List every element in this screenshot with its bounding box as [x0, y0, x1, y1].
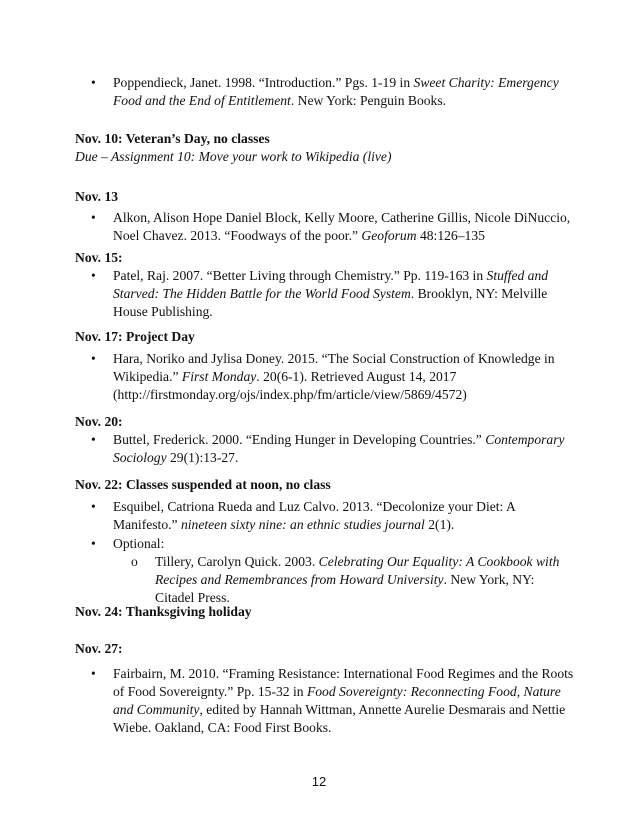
citation-text: , edited by Hannah Wittman, Annette Aurelie Desmarais and Nettie Wiebe. Oakland, CA: Food First Books.	[113, 702, 566, 735]
bullet-icon: •	[91, 432, 96, 447]
section-heading: Nov. 20:	[75, 414, 123, 429]
list-item	[75, 74, 575, 110]
sub-bullet-icon: o	[131, 554, 138, 569]
list-item	[75, 431, 575, 467]
section-nov-22	[75, 476, 575, 607]
citation-text: . 20(6-1). Retrieved August 14, 2017 (http://firstmonday.org/ojs/index.php/fm/article/view/5869/4572)	[113, 369, 467, 402]
section-nov-20	[75, 413, 575, 467]
list-item	[75, 350, 575, 404]
bullet-icon: •	[91, 351, 96, 366]
citation-title: Sweet Charity: Emergency Food and the End of Entitlement	[113, 75, 559, 108]
section-heading: Nov. 17: Project Day	[75, 329, 195, 344]
citation-title: Geoforum	[361, 228, 417, 243]
citation-text: Patel, Raj. 2007. “Better Living through Chemistry.” Pp. 119-163 in	[113, 268, 487, 283]
citation-title: Stuffed and Starved: The Hidden Battle for the World Food System	[113, 268, 549, 301]
bullet-icon: •	[91, 666, 96, 681]
bullet-icon: •	[91, 210, 96, 225]
citation-text: Tillery, Carolyn Quick. 2003.	[155, 554, 319, 569]
section-nov-17	[75, 328, 575, 404]
citation-text: . New York: Penguin Books.	[290, 93, 447, 108]
citation-text: Esquibel, Catriona Rueda and Luz Calvo. 2013. “Decolonize your Diet: A Manifesto.”	[113, 499, 516, 532]
citation-text: Fairbairn, M. 2010. “Framing Resistance: International Food Regimes and the Roots of Food Sovereignty.” Pp. 15-32 in	[113, 666, 574, 699]
optional-label: Optional:	[113, 536, 165, 551]
section-heading: Nov. 13	[75, 189, 119, 204]
section-nov-24	[75, 603, 575, 621]
section-nov-10	[75, 130, 575, 166]
assignment-due: Due – Assignment 10: Move your work to Wikipedia (live)	[75, 149, 392, 164]
section-heading: Nov. 15:	[75, 250, 123, 265]
bullet-icon: •	[91, 499, 96, 514]
section-heading: Nov. 22: Classes suspended at noon, no class	[75, 477, 331, 492]
list-item	[75, 267, 575, 321]
bullet-icon: •	[91, 536, 96, 551]
section-heading: Nov. 10: Veteran’s Day, no classes	[75, 131, 270, 146]
reading-poppendieck	[75, 74, 575, 110]
citation-title: Food Sovereignty: Reconnecting Food, Nature and Community	[113, 684, 561, 717]
list-item-optional	[75, 535, 575, 553]
section-nov-27	[75, 640, 575, 737]
citation-title: nineteen sixty nine: an ethnic studies journal	[180, 517, 425, 532]
section-nov-15	[75, 249, 575, 321]
list-item	[75, 498, 575, 534]
bullet-icon: •	[91, 268, 96, 283]
citation-text: Buttel, Frederick. 2000. “Ending Hunger in Developing Countries.”	[113, 432, 486, 447]
list-item	[75, 665, 575, 737]
sub-list-item	[75, 553, 575, 607]
citation-text: 2(1).	[424, 517, 455, 532]
section-heading: Nov. 24: Thanksgiving holiday	[75, 604, 252, 619]
citation-title: First Monday	[181, 369, 257, 384]
citation-text: Poppendieck, Janet. 1998. “Introduction.” Pgs. 1-19 in	[113, 75, 414, 90]
citation-text: 29(1):13-27.	[166, 450, 239, 465]
page-number: 12	[311, 774, 327, 789]
citation-text: Hara, Noriko and Jylisa Doney. 2015. “The Social Construction of Knowledge in Wikipedia.”	[113, 351, 555, 384]
list-item	[75, 209, 575, 245]
section-heading: Nov. 27:	[75, 641, 123, 656]
section-nov-13	[75, 188, 575, 245]
citation-text: 48:126–135	[416, 228, 485, 243]
citation-text: . Brooklyn, NY: Melville House Publishing.	[113, 286, 548, 319]
citation-text: Alkon, Alison Hope Daniel Block, Kelly Moore, Catherine Gillis, Nicole DiNuccio, Noel Chavez. 2013. “Foodways of the poor.”	[113, 210, 571, 243]
citation-title: Contemporary Sociology	[113, 432, 565, 465]
citation-title: Celebrating Our Equality: A Cookbook with Recipes and Remembrances from Howard University	[155, 554, 560, 587]
citation-text: . New York, NY: Citadel Press.	[155, 572, 535, 605]
bullet-icon: •	[91, 75, 96, 90]
